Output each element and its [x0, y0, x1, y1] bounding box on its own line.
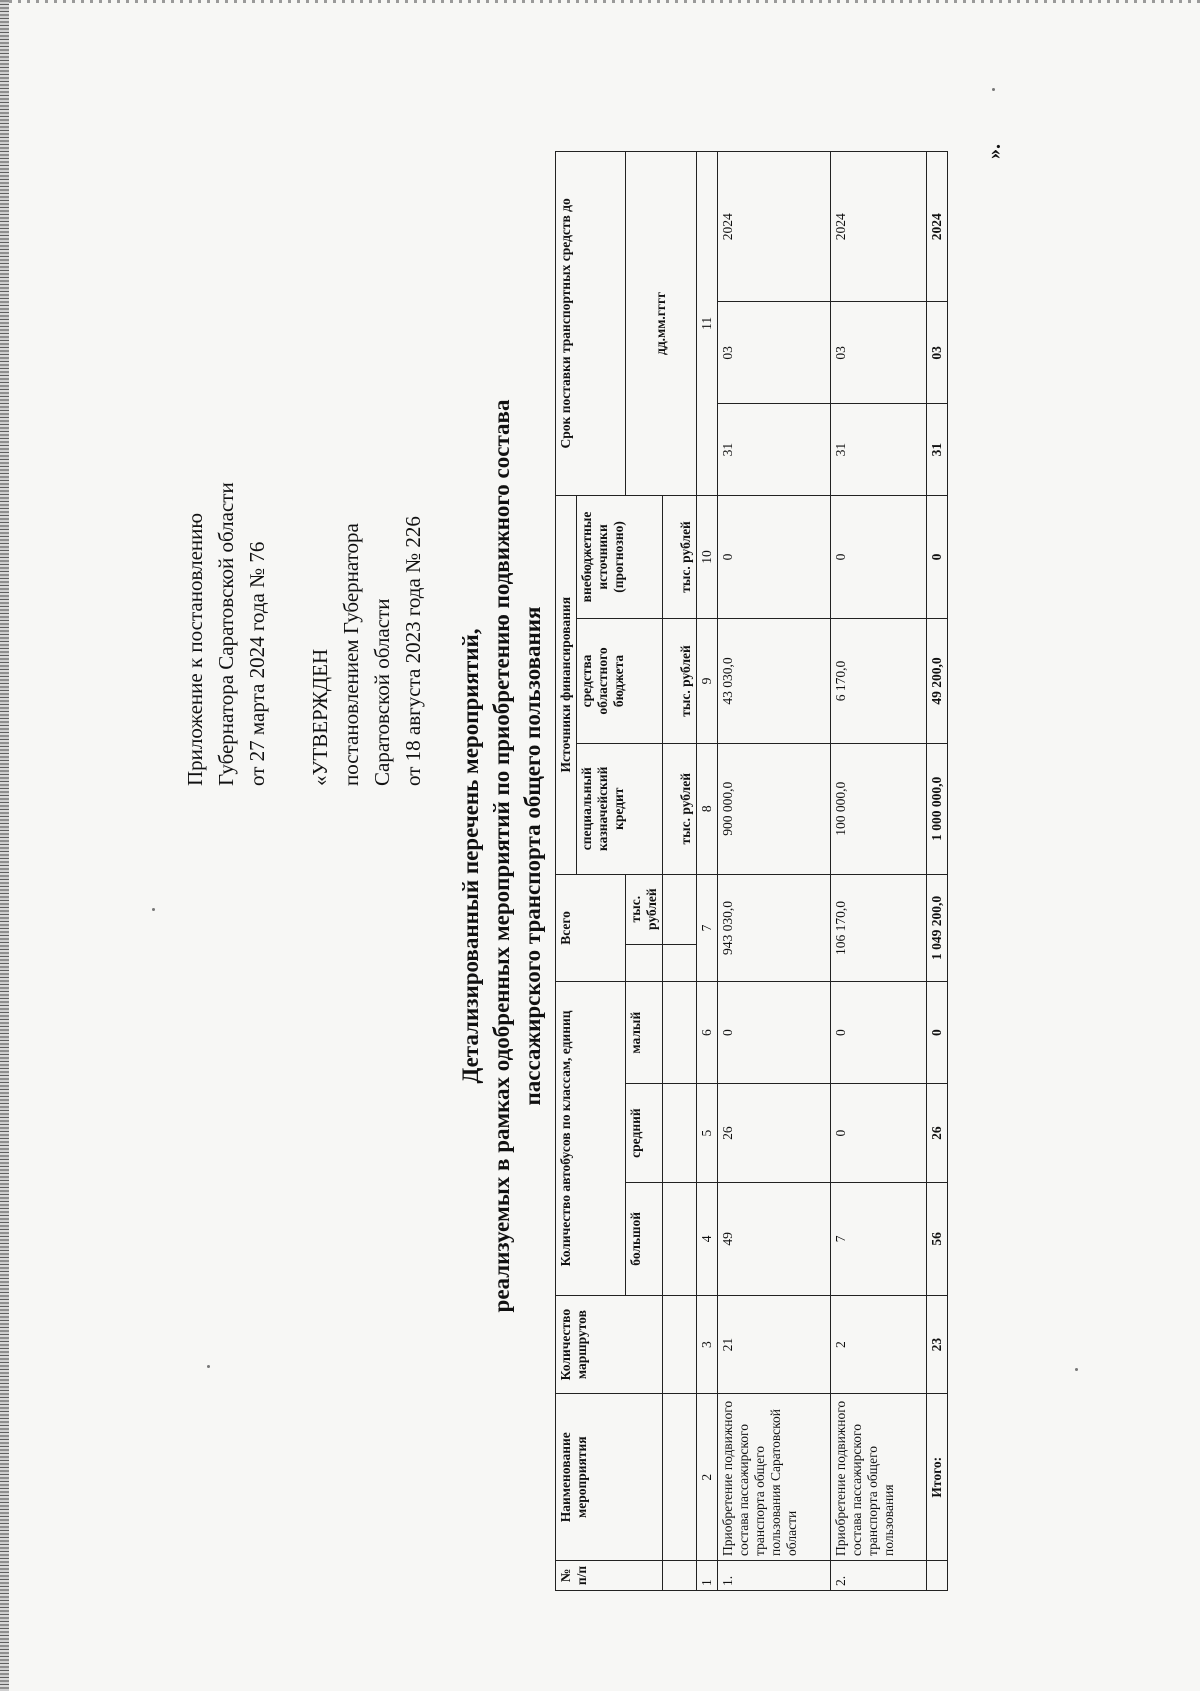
colnum: 11	[697, 152, 718, 496]
rotated-page	[0, 91, 1100, 1691]
header-extra: внебюджетные источники (прогнозно)	[577, 495, 663, 619]
row-day: 31	[718, 404, 831, 495]
total-credit: 1 000 000,0	[927, 743, 948, 874]
header-buses: Количество автобусов по классам, единиц	[556, 982, 626, 1296]
total-medium: 26	[927, 1084, 948, 1183]
approval-line: Губернатора Саратовской области	[214, 482, 238, 786]
colnum: 1	[697, 1560, 718, 1590]
header-regional: средства областного бюджета	[577, 619, 663, 744]
credit-unit: тыс. рублей	[663, 743, 697, 874]
scan-top-edge	[9, 0, 1200, 3]
row-month: 03	[718, 302, 831, 404]
header-delivery: Срок поставки транспортных средств до	[556, 152, 626, 496]
colnum: 9	[697, 619, 718, 744]
approval-block	[180, 306, 429, 786]
header-small: малый	[626, 982, 663, 1084]
header-routes: Количество маршрутов	[556, 1295, 663, 1394]
colnum: 10	[697, 495, 718, 619]
row-medium: 0	[831, 1084, 927, 1183]
approval-line: от 27 марта 2024 года № 76	[245, 541, 269, 786]
total-small: 0	[927, 982, 948, 1084]
row-year: 2024	[718, 152, 831, 302]
colnum: 2	[697, 1394, 718, 1560]
table-row	[831, 152, 927, 1591]
colnum: 3	[697, 1295, 718, 1394]
row-medium: 26	[718, 1084, 831, 1183]
row-credit: 900 000,0	[718, 743, 831, 874]
total-year: 2024	[927, 152, 948, 302]
row-day: 31	[831, 404, 927, 495]
row-name: Приобретение подвижного состава пассажирского транспорта общего пользования	[831, 1394, 927, 1560]
colnum: 4	[697, 1182, 718, 1295]
header-total: Всего	[556, 874, 626, 981]
row-total: 106 170,0	[831, 874, 927, 981]
row-num: 1.	[718, 1560, 831, 1590]
total-row	[927, 152, 948, 1591]
title-line: Детализированный перечень мероприятий,	[458, 628, 483, 1084]
header-medium: средний	[626, 1084, 663, 1183]
extra-unit: тыс. рублей	[663, 495, 697, 619]
total-large: 56	[927, 1182, 948, 1295]
regional-unit: тыс. рублей	[663, 619, 697, 744]
table-row	[718, 152, 831, 1591]
approval-line: от 18 августа 2023 года № 226	[401, 516, 425, 786]
approval-line: «УТВЕРЖДЕН	[308, 648, 332, 786]
header-name: Наименование мероприятия	[556, 1394, 663, 1560]
approval-line: Приложение к постановлению	[183, 512, 207, 786]
total-month: 03	[927, 302, 948, 404]
header-credit: специальный казначейский кредит	[577, 743, 663, 874]
row-name: Приобретение подвижного состава пассажирского транспорта общего пользования Саратовской области	[718, 1394, 831, 1560]
row-extra: 0	[831, 495, 927, 619]
measures-table	[555, 151, 948, 1591]
row-routes: 2	[831, 1295, 927, 1394]
total-routes: 23	[927, 1295, 948, 1394]
row-regional: 6 170,0	[831, 619, 927, 744]
header-large: большой	[626, 1182, 663, 1295]
document-title	[455, 136, 548, 1576]
total-regional: 49 200,0	[927, 619, 948, 744]
colnum: 7	[697, 874, 718, 981]
row-large: 49	[718, 1182, 831, 1295]
row-num: 2.	[831, 1560, 927, 1590]
total-sum: 1 049 200,0	[927, 874, 948, 981]
row-credit: 100 000,0	[831, 743, 927, 874]
total-day: 31	[927, 404, 948, 495]
row-small: 0	[831, 982, 927, 1084]
colnum: 8	[697, 743, 718, 874]
row-routes: 21	[718, 1295, 831, 1394]
total-label: Итого:	[927, 1394, 948, 1560]
title-line: реализуемых в рамках одобренных мероприятий по приобретению подвижного состава	[489, 399, 514, 1313]
title-line: пассажирского транспорта общего пользования	[520, 606, 545, 1106]
total-extra: 0	[927, 495, 948, 619]
row-year: 2024	[831, 152, 927, 302]
header-num: № п/п	[556, 1560, 663, 1590]
row-regional: 43 030,0	[718, 619, 831, 744]
header-sources: Источники финансирования	[556, 495, 577, 874]
colnum: 6	[697, 982, 718, 1084]
row-extra: 0	[718, 495, 831, 619]
approval-line: постановлением Губернатора	[339, 523, 363, 786]
colnum: 5	[697, 1084, 718, 1183]
header-date-unit: дд.мм.гггг	[626, 152, 697, 496]
approval-line: Саратовской области	[370, 598, 394, 786]
row-month: 03	[831, 302, 927, 404]
row-large: 7	[831, 1182, 927, 1295]
header-total-unit: тыс. рублей	[626, 874, 663, 944]
closing-quote: ».	[983, 144, 1005, 159]
row-small: 0	[718, 982, 831, 1084]
row-total: 943 030,0	[718, 874, 831, 981]
